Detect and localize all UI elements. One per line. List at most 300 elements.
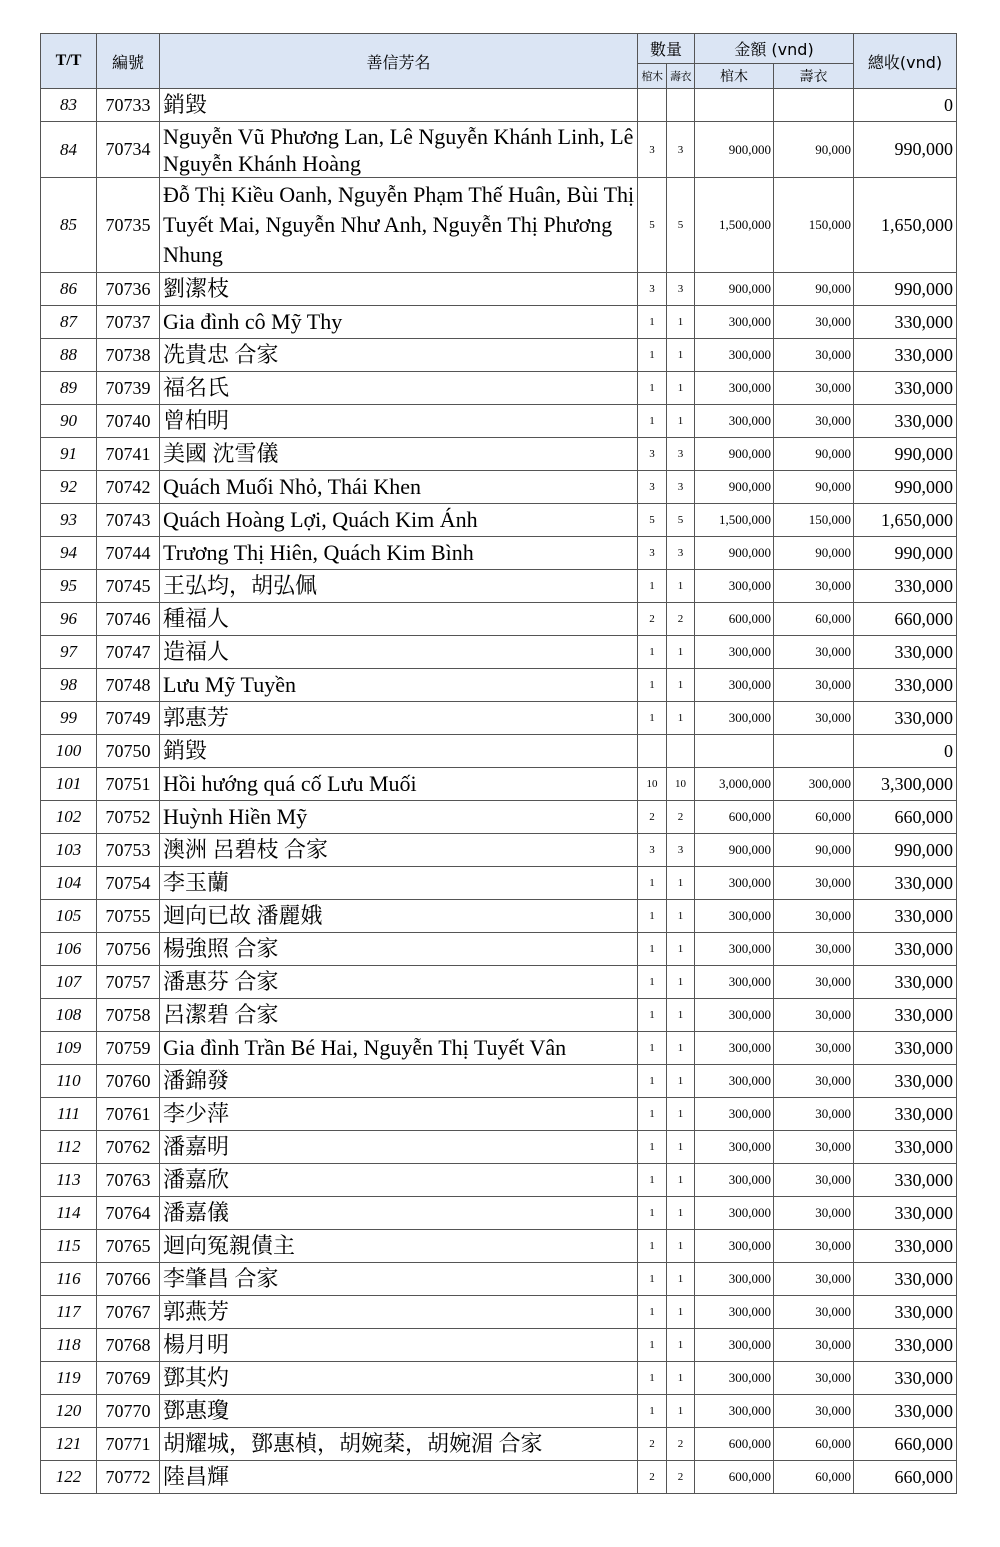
qty-shroud: 2 [667, 1461, 695, 1494]
table-row [41, 669, 957, 702]
donor-name: 呂潔碧 合家 [160, 999, 638, 1032]
amount-coffin: 300,000 [695, 405, 774, 438]
row-total: 330,000 [854, 405, 957, 438]
row-number: 117 [41, 1296, 97, 1329]
amount-shroud [774, 89, 854, 122]
qty-shroud: 1 [667, 867, 695, 900]
row-total: 990,000 [854, 471, 957, 504]
qty-coffin: 1 [638, 1065, 667, 1098]
donor-name: Nguyễn Vũ Phương Lan, Lê Nguyễn Khánh Linh, Lê Nguyễn Khánh Hoàng [160, 122, 638, 178]
row-total: 330,000 [854, 1065, 957, 1098]
table-row [41, 1164, 957, 1197]
table-header [41, 34, 957, 89]
qty-coffin: 1 [638, 306, 667, 339]
amount-shroud: 30,000 [774, 1197, 854, 1230]
row-number: 99 [41, 702, 97, 735]
donor-name: 潘嘉儀 [160, 1197, 638, 1230]
row-code: 70738 [97, 339, 160, 372]
row-code: 70750 [97, 735, 160, 768]
qty-coffin: 2 [638, 1461, 667, 1494]
amount-shroud: 30,000 [774, 1065, 854, 1098]
qty-shroud: 1 [667, 966, 695, 999]
table-row [41, 306, 957, 339]
amount-coffin: 300,000 [695, 1164, 774, 1197]
table-row [41, 471, 957, 504]
row-number: 93 [41, 504, 97, 537]
amount-coffin: 300,000 [695, 339, 774, 372]
amount-shroud: 30,000 [774, 1329, 854, 1362]
table-row [41, 1065, 957, 1098]
table-row [41, 966, 957, 999]
qty-shroud: 1 [667, 1395, 695, 1428]
row-total: 330,000 [854, 966, 957, 999]
donor-name: Trương Thị Hiên, Quách Kim Bình [160, 537, 638, 570]
qty-shroud: 1 [667, 1230, 695, 1263]
qty-coffin: 3 [638, 122, 667, 178]
qty-shroud: 1 [667, 636, 695, 669]
donor-name: 王弘均，胡弘佩 [160, 570, 638, 603]
qty-coffin: 1 [638, 966, 667, 999]
row-number: 108 [41, 999, 97, 1032]
amount-shroud: 30,000 [774, 1230, 854, 1263]
table-row [41, 1131, 957, 1164]
table-row [41, 1230, 957, 1263]
amount-coffin: 300,000 [695, 1098, 774, 1131]
row-total: 330,000 [854, 1197, 957, 1230]
amount-coffin: 3,000,000 [695, 768, 774, 801]
amount-shroud: 30,000 [774, 570, 854, 603]
amount-shroud: 90,000 [774, 537, 854, 570]
row-total: 330,000 [854, 1164, 957, 1197]
row-number: 105 [41, 900, 97, 933]
row-total: 330,000 [854, 570, 957, 603]
qty-shroud: 1 [667, 999, 695, 1032]
amount-coffin: 900,000 [695, 438, 774, 471]
row-total: 330,000 [854, 867, 957, 900]
qty-shroud: 2 [667, 801, 695, 834]
qty-coffin: 3 [638, 834, 667, 867]
row-total: 330,000 [854, 1362, 957, 1395]
qty-shroud: 1 [667, 1032, 695, 1065]
amount-coffin: 300,000 [695, 1065, 774, 1098]
qty-shroud: 1 [667, 1329, 695, 1362]
qty-shroud: 1 [667, 372, 695, 405]
row-number: 116 [41, 1263, 97, 1296]
row-code: 70744 [97, 537, 160, 570]
row-code: 70747 [97, 636, 160, 669]
donor-name: Quách Muối Nhỏ, Thái Khen [160, 471, 638, 504]
row-number: 101 [41, 768, 97, 801]
row-number: 85 [41, 178, 97, 273]
row-total: 990,000 [854, 438, 957, 471]
amount-coffin: 300,000 [695, 702, 774, 735]
donor-name: 李少萍 [160, 1098, 638, 1131]
row-number: 106 [41, 933, 97, 966]
row-number: 113 [41, 1164, 97, 1197]
row-code: 70733 [97, 89, 160, 122]
header-amt-coffin: 棺木 [695, 64, 774, 89]
row-number: 107 [41, 966, 97, 999]
row-total: 330,000 [854, 306, 957, 339]
table-row [41, 339, 957, 372]
amount-coffin: 900,000 [695, 122, 774, 178]
row-total: 330,000 [854, 1296, 957, 1329]
qty-coffin: 1 [638, 1263, 667, 1296]
table-row [41, 1197, 957, 1230]
qty-coffin: 1 [638, 636, 667, 669]
table-body [41, 89, 957, 1494]
amount-shroud: 30,000 [774, 1296, 854, 1329]
row-total: 330,000 [854, 372, 957, 405]
row-number: 111 [41, 1098, 97, 1131]
amount-shroud: 90,000 [774, 122, 854, 178]
row-number: 97 [41, 636, 97, 669]
row-total: 660,000 [854, 603, 957, 636]
qty-shroud [667, 89, 695, 122]
qty-shroud [667, 735, 695, 768]
row-code: 70765 [97, 1230, 160, 1263]
amount-coffin: 300,000 [695, 1296, 774, 1329]
table-row [41, 933, 957, 966]
donation-table [40, 33, 957, 1494]
donor-name: 潘錦發 [160, 1065, 638, 1098]
amount-coffin: 300,000 [695, 372, 774, 405]
row-number: 119 [41, 1362, 97, 1395]
qty-shroud: 1 [667, 669, 695, 702]
row-total: 330,000 [854, 636, 957, 669]
row-code: 70734 [97, 122, 160, 178]
amount-coffin: 900,000 [695, 834, 774, 867]
donor-name: Huỳnh Hiền Mỹ [160, 801, 638, 834]
qty-shroud: 10 [667, 768, 695, 801]
row-number: 87 [41, 306, 97, 339]
row-number: 92 [41, 471, 97, 504]
row-code: 70763 [97, 1164, 160, 1197]
donor-name: 潘嘉明 [160, 1131, 638, 1164]
qty-coffin: 1 [638, 1032, 667, 1065]
amount-shroud: 150,000 [774, 178, 854, 273]
table-row [41, 273, 957, 306]
row-code: 70756 [97, 933, 160, 966]
row-code: 70757 [97, 966, 160, 999]
header-qty-shroud: 壽衣 [667, 64, 695, 89]
qty-coffin: 1 [638, 999, 667, 1032]
qty-coffin: 1 [638, 1230, 667, 1263]
donor-name: 造福人 [160, 636, 638, 669]
qty-coffin [638, 735, 667, 768]
row-code: 70735 [97, 178, 160, 273]
amount-coffin: 300,000 [695, 1131, 774, 1164]
qty-coffin: 3 [638, 471, 667, 504]
qty-coffin: 1 [638, 1164, 667, 1197]
row-code: 70748 [97, 669, 160, 702]
amount-coffin: 300,000 [695, 999, 774, 1032]
row-number: 98 [41, 669, 97, 702]
qty-coffin: 3 [638, 273, 667, 306]
qty-coffin: 1 [638, 372, 667, 405]
qty-shroud: 1 [667, 1098, 695, 1131]
donor-name: 種福人 [160, 603, 638, 636]
amount-shroud: 30,000 [774, 1098, 854, 1131]
row-total: 330,000 [854, 1263, 957, 1296]
donor-name: 曾柏明 [160, 405, 638, 438]
table-row [41, 702, 957, 735]
qty-shroud: 1 [667, 1263, 695, 1296]
qty-shroud: 3 [667, 438, 695, 471]
qty-shroud: 1 [667, 1362, 695, 1395]
qty-coffin: 5 [638, 178, 667, 273]
donor-name: 劉潔枝 [160, 273, 638, 306]
qty-coffin: 2 [638, 603, 667, 636]
qty-coffin: 10 [638, 768, 667, 801]
qty-shroud: 5 [667, 178, 695, 273]
qty-coffin: 1 [638, 669, 667, 702]
qty-shroud: 1 [667, 306, 695, 339]
amount-shroud: 300,000 [774, 768, 854, 801]
qty-shroud: 1 [667, 1197, 695, 1230]
table-row [41, 438, 957, 471]
table-row [41, 636, 957, 669]
donor-name: 迴向冤親債主 [160, 1230, 638, 1263]
row-code: 70737 [97, 306, 160, 339]
donor-name: 李玉蘭 [160, 867, 638, 900]
row-total: 0 [854, 89, 957, 122]
row-code: 70770 [97, 1395, 160, 1428]
table-row [41, 372, 957, 405]
amount-coffin: 300,000 [695, 1329, 774, 1362]
row-number: 96 [41, 603, 97, 636]
donor-name: 郭惠芳 [160, 702, 638, 735]
table-row [41, 504, 957, 537]
table-row [41, 1263, 957, 1296]
amount-coffin [695, 735, 774, 768]
qty-shroud: 3 [667, 537, 695, 570]
row-total: 990,000 [854, 273, 957, 306]
row-code: 70740 [97, 405, 160, 438]
donor-name: Lưu Mỹ Tuyền [160, 669, 638, 702]
amount-shroud: 30,000 [774, 1131, 854, 1164]
amount-coffin: 300,000 [695, 570, 774, 603]
row-number: 88 [41, 339, 97, 372]
donor-name: Gia đình Trần Bé Hai, Nguyễn Thị Tuyết Vân [160, 1032, 638, 1065]
amount-shroud: 90,000 [774, 273, 854, 306]
row-code: 70762 [97, 1131, 160, 1164]
amount-shroud: 30,000 [774, 636, 854, 669]
amount-coffin: 600,000 [695, 1428, 774, 1461]
row-code: 70742 [97, 471, 160, 504]
row-code: 70771 [97, 1428, 160, 1461]
row-total: 330,000 [854, 1032, 957, 1065]
row-code: 70761 [97, 1098, 160, 1131]
header-code: 編號 [97, 34, 160, 89]
donor-name: 澳洲 呂碧枝 合家 [160, 834, 638, 867]
table-row [41, 768, 957, 801]
row-number: 94 [41, 537, 97, 570]
header-name: 善信芳名 [160, 34, 638, 89]
donor-name: 李肇昌 合家 [160, 1263, 638, 1296]
row-code: 70766 [97, 1263, 160, 1296]
row-number: 90 [41, 405, 97, 438]
header-quantity: 數量 [638, 34, 695, 64]
amount-shroud: 90,000 [774, 438, 854, 471]
row-total: 330,000 [854, 339, 957, 372]
qty-shroud: 1 [667, 1296, 695, 1329]
row-total: 330,000 [854, 1098, 957, 1131]
row-code: 70769 [97, 1362, 160, 1395]
amount-coffin: 300,000 [695, 933, 774, 966]
table-row [41, 603, 957, 636]
qty-coffin: 1 [638, 405, 667, 438]
amount-shroud: 90,000 [774, 471, 854, 504]
amount-coffin: 300,000 [695, 867, 774, 900]
qty-shroud: 5 [667, 504, 695, 537]
row-code: 70759 [97, 1032, 160, 1065]
donor-name: 福名氏 [160, 372, 638, 405]
qty-coffin: 1 [638, 1362, 667, 1395]
donor-name: 潘惠芬 合家 [160, 966, 638, 999]
row-code: 70764 [97, 1197, 160, 1230]
amount-coffin: 300,000 [695, 1362, 774, 1395]
row-number: 102 [41, 801, 97, 834]
donor-name: Đỗ Thị Kiều Oanh, Nguyễn Phạm Thế Huân, Bùi Thị Tuyết Mai, Nguyễn Như Anh, Nguyễn Thị Phương Nhung [160, 178, 638, 273]
row-number: 121 [41, 1428, 97, 1461]
donor-name: 迴向已故 潘麗娥 [160, 900, 638, 933]
row-number: 100 [41, 735, 97, 768]
table-row [41, 1395, 957, 1428]
amount-shroud: 30,000 [774, 1362, 854, 1395]
donor-name: Gia đình cô Mỹ Thy [160, 306, 638, 339]
row-code: 70767 [97, 1296, 160, 1329]
amount-coffin: 300,000 [695, 1263, 774, 1296]
row-number: 118 [41, 1329, 97, 1362]
donor-name: Quách Hoàng Lợi, Quách Kim Ánh [160, 504, 638, 537]
amount-coffin: 300,000 [695, 1032, 774, 1065]
qty-coffin: 1 [638, 1131, 667, 1164]
amount-shroud: 60,000 [774, 603, 854, 636]
row-total: 660,000 [854, 1428, 957, 1461]
qty-shroud: 1 [667, 1164, 695, 1197]
amount-shroud: 30,000 [774, 339, 854, 372]
donor-name: 胡耀城，鄧惠楨，胡婉棻，胡婉湄 合家 [160, 1428, 638, 1461]
row-number: 109 [41, 1032, 97, 1065]
amount-coffin: 600,000 [695, 603, 774, 636]
table-row [41, 999, 957, 1032]
table-row [41, 1098, 957, 1131]
row-number: 110 [41, 1065, 97, 1098]
amount-coffin [695, 89, 774, 122]
amount-coffin: 300,000 [695, 1230, 774, 1263]
amount-shroud: 60,000 [774, 801, 854, 834]
table-row [41, 178, 957, 273]
row-code: 70755 [97, 900, 160, 933]
qty-shroud: 3 [667, 471, 695, 504]
amount-shroud: 30,000 [774, 900, 854, 933]
amount-shroud: 150,000 [774, 504, 854, 537]
header-total: 總收(vnd) [854, 34, 957, 89]
qty-shroud: 1 [667, 405, 695, 438]
qty-shroud: 1 [667, 702, 695, 735]
row-code: 70772 [97, 1461, 160, 1494]
donor-name: 楊強照 合家 [160, 933, 638, 966]
row-number: 89 [41, 372, 97, 405]
row-total: 0 [854, 735, 957, 768]
amount-coffin: 300,000 [695, 1395, 774, 1428]
donor-name: 郭燕芳 [160, 1296, 638, 1329]
table-row [41, 1296, 957, 1329]
qty-shroud: 1 [667, 1131, 695, 1164]
qty-coffin: 1 [638, 1098, 667, 1131]
qty-shroud: 2 [667, 603, 695, 636]
donor-name: 銷毀 [160, 735, 638, 768]
qty-shroud: 3 [667, 273, 695, 306]
qty-coffin: 1 [638, 867, 667, 900]
row-total: 330,000 [854, 702, 957, 735]
row-total: 990,000 [854, 834, 957, 867]
row-number: 114 [41, 1197, 97, 1230]
row-code: 70739 [97, 372, 160, 405]
qty-coffin [638, 89, 667, 122]
row-number: 91 [41, 438, 97, 471]
row-code: 70736 [97, 273, 160, 306]
table-row [41, 1461, 957, 1494]
row-number: 120 [41, 1395, 97, 1428]
qty-coffin: 3 [638, 438, 667, 471]
qty-coffin: 5 [638, 504, 667, 537]
qty-coffin: 1 [638, 900, 667, 933]
table-row [41, 1032, 957, 1065]
amount-coffin: 900,000 [695, 471, 774, 504]
row-number: 122 [41, 1461, 97, 1494]
donor-name: 楊月明 [160, 1329, 638, 1362]
qty-coffin: 1 [638, 1329, 667, 1362]
donor-name: 冼貴忠 合家 [160, 339, 638, 372]
qty-coffin: 2 [638, 1428, 667, 1461]
qty-coffin: 1 [638, 570, 667, 603]
amount-coffin: 600,000 [695, 801, 774, 834]
row-code: 70751 [97, 768, 160, 801]
header-amt-shroud: 壽衣 [774, 64, 854, 89]
table-row [41, 867, 957, 900]
amount-shroud: 30,000 [774, 702, 854, 735]
amount-coffin: 900,000 [695, 537, 774, 570]
amount-shroud: 30,000 [774, 306, 854, 339]
row-number: 95 [41, 570, 97, 603]
row-code: 70753 [97, 834, 160, 867]
qty-shroud: 2 [667, 1428, 695, 1461]
row-number: 86 [41, 273, 97, 306]
amount-coffin: 300,000 [695, 669, 774, 702]
qty-coffin: 1 [638, 339, 667, 372]
amount-shroud: 90,000 [774, 834, 854, 867]
row-number: 104 [41, 867, 97, 900]
qty-coffin: 1 [638, 933, 667, 966]
qty-shroud: 1 [667, 570, 695, 603]
amount-shroud: 60,000 [774, 1428, 854, 1461]
amount-shroud: 30,000 [774, 1395, 854, 1428]
row-total: 1,650,000 [854, 504, 957, 537]
row-total: 330,000 [854, 933, 957, 966]
qty-coffin: 2 [638, 801, 667, 834]
row-total: 330,000 [854, 900, 957, 933]
row-total: 660,000 [854, 801, 957, 834]
amount-coffin: 300,000 [695, 900, 774, 933]
amount-shroud: 30,000 [774, 669, 854, 702]
amount-shroud: 30,000 [774, 1164, 854, 1197]
row-total: 330,000 [854, 1230, 957, 1263]
qty-shroud: 3 [667, 834, 695, 867]
table-row [41, 1329, 957, 1362]
amount-shroud: 30,000 [774, 867, 854, 900]
